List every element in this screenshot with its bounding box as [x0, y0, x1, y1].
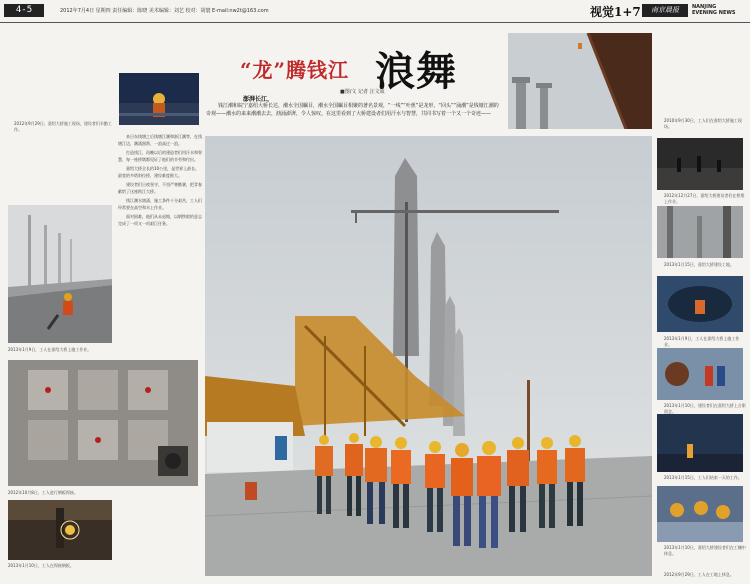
- section-title: [590, 3, 641, 20]
- paper-name-en-line1: NANJING: [692, 4, 717, 10]
- photo-right-5: [657, 348, 743, 400]
- photo-steel-rivets: [8, 360, 198, 486]
- photo-right-7: [657, 486, 743, 542]
- caption-right-1: 2010年9月30日，工人们在嘉绍大桥施工现场。: [664, 118, 742, 129]
- lead-heading: 澎湃长江，: [243, 96, 274, 103]
- section-number: 1+7: [614, 5, 641, 19]
- photo-welding: [8, 500, 112, 560]
- column-paragraph: 钱江潮水汹涌，施工条件十分艰苦，工人们经常要在高空和水上作业。: [118, 198, 202, 210]
- article-column: [118, 134, 202, 230]
- caption-right-3: 2013年1月15日，嘉绍大桥建设工地。: [664, 262, 734, 267]
- section-name: 视觉: [590, 5, 615, 19]
- caption-left-bridge: 2013年1月9日，工人在嘉绍大桥上施工作业。: [8, 347, 92, 352]
- caption-right-5: 2013年1月10日，建设者们在嘉绍大桥上合影留念。: [664, 403, 746, 414]
- column-paragraph: 打造钱江，再晚以后的建造者们用汗水和智慧，每一座桥墩都见证了他们的辛劳和付出。: [118, 150, 202, 162]
- page-header: [0, 0, 750, 23]
- caption-left-bottom: 2013年1月10日，工人在焊接钢板。: [8, 563, 74, 568]
- title-main: 浪舞: [375, 48, 457, 95]
- caption-right-7: 2013年1月10日，嘉绍大桥建设者们在工棚中休息。: [664, 545, 746, 556]
- column-paragraph: 面对困难，他们从未退缩，以钢铁般的意志完成了一项又一项艰巨任务。: [118, 214, 202, 226]
- paper-logo: 南京晨报: [642, 4, 688, 17]
- byline: ■图/文 记者 汪文成: [340, 89, 385, 95]
- photo-right-6: [657, 414, 743, 472]
- photo-bridge-worker: [8, 205, 112, 343]
- caption-right-4: 2013年1月9日，工人在嘉绍大桥上施工作业。: [664, 336, 740, 347]
- photo-main-workers: [205, 136, 652, 576]
- column-paragraph: 建设者们日夜坚守，不畏严寒酷暑，把青春献给了这座跨江大桥。: [118, 182, 202, 194]
- photo-right-4: [657, 276, 743, 332]
- paper-name-en-line2: EVENING NEWS: [692, 10, 736, 16]
- photo-bridge-piers: [508, 33, 652, 129]
- caption-right-6: 2013年1月15日，工人们结束一天的工作。: [664, 475, 742, 480]
- photo-right-3: [657, 206, 743, 258]
- photo-right-2: [657, 138, 743, 190]
- caption-left-rivets: 2012年10月8日，工人进行钢板焊接。: [8, 490, 78, 495]
- header-info: 2012年7月4日 星期四 责任编辑：陈晓 美术编辑：刘艺 校对：胡寰 E-mail:nw2t@163.com: [60, 8, 269, 14]
- column-paragraph: 嘉绍大桥全长约10公里，是世界上最长、最宽的多塔斜拉桥，建设难度极大。: [118, 166, 200, 178]
- caption-right-2: 2012年12月27日，嘉绍大桥建设者们在桥塔上作业。: [664, 193, 745, 204]
- lead-paragraph: 钱江潮和皖宁嘉绍大桥长达，潮水全国瞩目，潮水全国瞩目相聚的著名景观，“一线”“叶蕉”是龙形，“回头”“涌潮”是钱塘江潮的奇观——潮水的来来潮潮去去，汹涌澎湃，令人惊叹。在这里看到了大桥建设者们用汗水与智慧，共同书写着一个又一个奇迹——: [206, 103, 499, 117]
- photo-welder-night: [119, 73, 199, 125]
- page-number: 4-5: [4, 4, 44, 17]
- caption-top-left: 2012年9月29日，嘉绍大桥施工现场，建设者们辛勤工作。: [14, 121, 112, 132]
- column-paragraph: 来日东钱塘之后钱塘江潮和浙江潮等，在钱塘江边，潮涌澎湃，一浪高过一浪。: [118, 134, 202, 146]
- paper-logo-english: [692, 4, 736, 16]
- title-prefix: “龙”腾钱江: [240, 58, 350, 82]
- caption-right-8: 2012年9月29日，工人在工地上休息。: [664, 572, 734, 577]
